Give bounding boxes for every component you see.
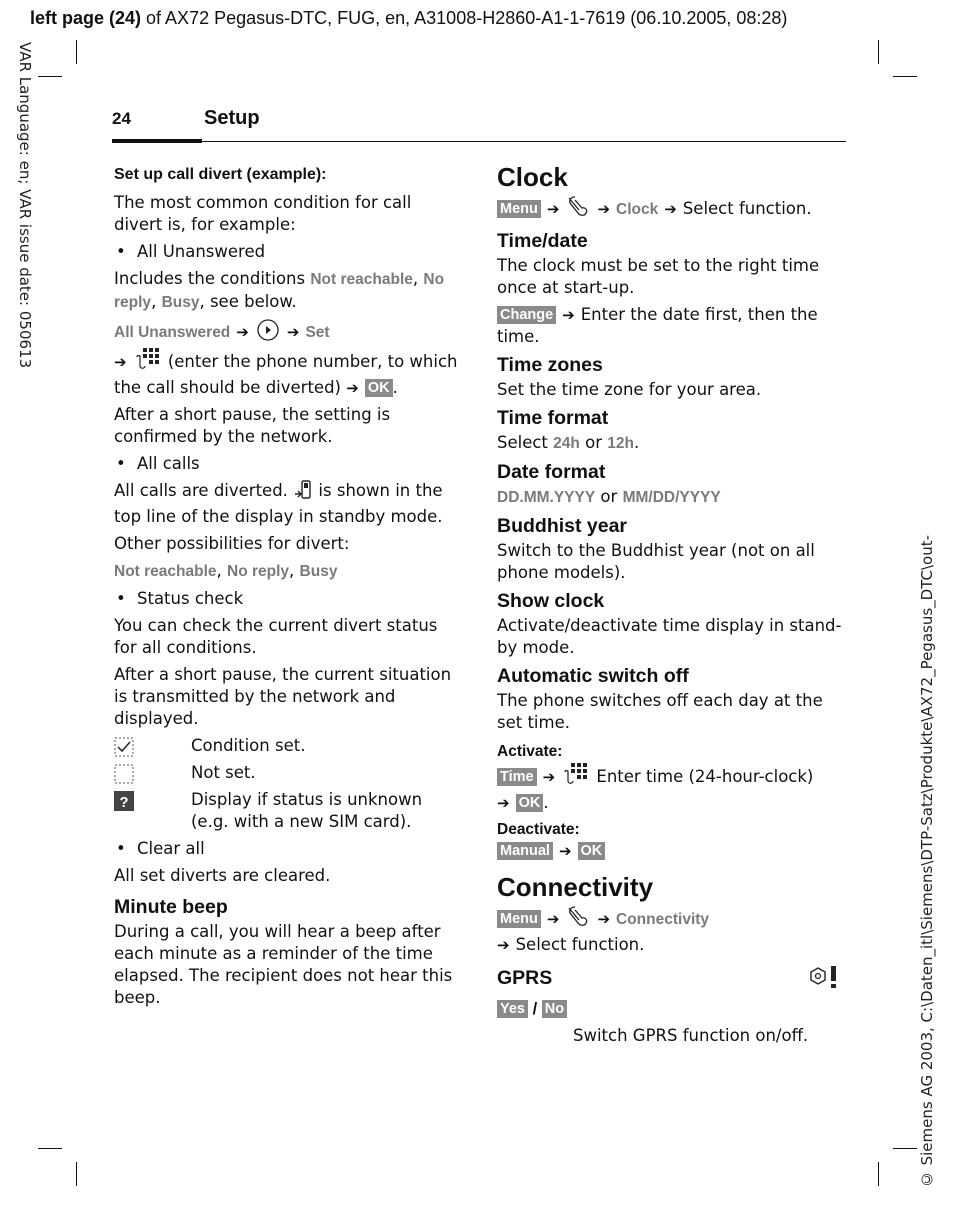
- text: ,: [216, 561, 228, 580]
- yes-softkey: Yes: [497, 1000, 528, 1018]
- change-softkey: Change: [497, 306, 556, 324]
- arrow-icon: ➔: [542, 768, 556, 786]
- deactivate-instruction: [497, 840, 847, 862]
- keyword-not-reachable: Not reachable: [310, 271, 413, 288]
- text: , see below.: [199, 292, 297, 311]
- crop-mark: [893, 1148, 917, 1149]
- text: ,: [289, 561, 300, 580]
- crop-mark: [893, 76, 917, 77]
- text: All calls are diverted.: [114, 481, 294, 500]
- divert-keywords: [114, 560, 464, 583]
- arrow-icon: ➔: [546, 910, 560, 928]
- connectivity-title: Connectivity: [497, 872, 654, 902]
- menu-softkey: Menu: [497, 910, 541, 928]
- ok-softkey: OK: [578, 842, 606, 860]
- keypad-icon: [133, 347, 163, 377]
- text: .: [543, 793, 549, 812]
- crop-mark: [76, 40, 77, 64]
- checked-box-icon: [114, 737, 134, 763]
- crop-mark: [878, 1162, 879, 1186]
- time-softkey: Time: [497, 768, 537, 786]
- keyword-not-reachable: Not reachable: [114, 563, 217, 580]
- buddhist-year-text: Switch to the Buddhist year (not on all phone models).: [497, 541, 815, 582]
- paragraph: All set diverts are cleared.: [114, 866, 331, 885]
- network-dependent-icon: [805, 964, 839, 994]
- keyword-mm-dd-yyyy: MM/DD/YYYY: [622, 489, 721, 506]
- left-column: [114, 164, 464, 1014]
- text: Select: [497, 433, 554, 452]
- settings-wrench-icon: [565, 904, 591, 934]
- document-header: [30, 8, 787, 29]
- arrow-icon: ➔: [346, 379, 359, 397]
- date-format-text: [497, 486, 847, 509]
- header-rule: [112, 141, 846, 142]
- arrow-icon: ➔: [236, 323, 249, 341]
- bullet-status-check: • Status check: [114, 588, 464, 610]
- text: .: [633, 433, 640, 452]
- side-note-language: VAR Language: en; VAR issue date: 050613: [16, 42, 34, 369]
- auto-switch-off-title: Automatic switch off: [497, 665, 689, 687]
- arrow-icon: ➔: [597, 910, 611, 928]
- crop-mark: [878, 40, 879, 64]
- status-unknown: [114, 789, 464, 833]
- manual-softkey: Manual: [497, 842, 553, 860]
- navigation-instruction: [114, 319, 464, 399]
- header-document-info: of AX72 Pegasus-DTC, FUG, en, A31008-H2860-A1-1-7619 (06.10.2005, 08:28): [141, 8, 788, 28]
- bullet-all-unanswered: • All Unanswered: [114, 241, 464, 263]
- text: Enter the date first, then the time.: [497, 305, 818, 346]
- keyword-busy: Busy: [161, 294, 200, 311]
- keyword-clock: Clock: [616, 201, 659, 218]
- deactivate-label: Deactivate:: [497, 821, 580, 838]
- text: Enter time (24-hour-clock): [596, 767, 814, 786]
- arrow-icon: ➔: [562, 306, 575, 324]
- crop-mark: [38, 1148, 62, 1149]
- ok-softkey: OK: [365, 379, 393, 397]
- show-clock-text: Activate/deactivate time display in stand-by mode.: [497, 616, 842, 657]
- time-format-title: Time format: [497, 407, 609, 429]
- gprs-heading-row: [497, 964, 847, 994]
- keyword-dd-mm-yyyy: DD.MM.YYYY: [497, 489, 596, 506]
- auto-switch-off-text: The phone switches off each day at the set time.: [497, 691, 823, 732]
- time-zones-text: Set the time zone for your area.: [497, 380, 762, 399]
- page-number: 24: [112, 109, 131, 128]
- no-softkey: No: [542, 1000, 567, 1018]
- time-zones-title: Time zones: [497, 354, 603, 376]
- gprs-text: Switch GPRS function on/off.: [573, 1026, 809, 1045]
- activate-label: Activate:: [497, 743, 563, 760]
- arrow-icon: ➔: [497, 794, 510, 812]
- text: /: [528, 1000, 542, 1018]
- time-format-text: [497, 432, 847, 455]
- side-note-copyright: © Siemens AG 2003, C:\Daten_itl\Siemens\DTP-Satz\Produkte\AX72_Pegasus_DTC\out-: [918, 534, 936, 1188]
- status-not-set: [114, 762, 464, 784]
- menu-softkey: Menu: [497, 200, 541, 218]
- status-text: Condition set.: [191, 736, 306, 755]
- text: ,: [151, 292, 162, 311]
- keyword-set: Set: [305, 324, 330, 341]
- bullet-clear-all: • Clear all: [114, 838, 464, 860]
- header-page-ref: left page (24): [30, 8, 142, 28]
- settings-wrench-icon: [565, 194, 591, 224]
- time-date-text: The clock must be set to the right time once at start-up.: [497, 256, 820, 297]
- status-text: Not set.: [191, 763, 256, 782]
- status-text: Display if status is unknown (e.g. with a new SIM card).: [191, 790, 423, 831]
- keyword-no-reply: No reply: [114, 271, 445, 311]
- clock-navigation: [497, 194, 847, 224]
- navigation-key-icon: [255, 319, 281, 347]
- paragraph: The most common condition for call divert is, for example:: [114, 193, 412, 234]
- keyword-connectivity: Connectivity: [616, 911, 710, 928]
- change-instruction: [497, 304, 847, 348]
- keyword-all-unanswered: All Unanswered: [114, 324, 231, 341]
- arrow-icon: ➔: [558, 842, 572, 860]
- arrow-icon: ➔: [286, 323, 300, 341]
- arrow-icon: ➔: [497, 936, 510, 954]
- arrow-icon: ➔: [114, 353, 127, 371]
- text: .: [392, 378, 398, 397]
- header-rule-accent: [112, 139, 202, 143]
- text: or: [595, 487, 623, 506]
- paragraph: After a short pause, the current situation is transmitted by the network and displayed.: [114, 665, 452, 728]
- keyword-no-reply: No reply: [227, 563, 290, 580]
- paragraph-all-calls: [114, 480, 464, 528]
- divert-phone-icon: [293, 480, 313, 506]
- arrow-icon: ➔: [546, 200, 560, 218]
- activate-instruction: [497, 762, 847, 814]
- gprs-options: [497, 998, 847, 1020]
- crop-mark: [76, 1162, 77, 1186]
- show-clock-title: Show clock: [497, 590, 605, 612]
- time-date-title: Time/date: [497, 230, 588, 252]
- keypad-icon: [561, 762, 591, 792]
- crop-mark: [38, 76, 62, 77]
- empty-box-icon: [114, 764, 134, 790]
- text: Select function.: [515, 935, 645, 954]
- call-divert-heading: Set up call divert (example):: [114, 166, 327, 183]
- connectivity-navigation: [497, 904, 847, 956]
- text: ,: [412, 269, 424, 288]
- text: Includes the conditions: [114, 269, 311, 288]
- arrow-icon: ➔: [597, 200, 611, 218]
- section-title: Setup: [204, 107, 260, 129]
- question-box-icon: [114, 791, 134, 817]
- keyword-12h: 12h: [607, 435, 634, 452]
- text: Select function.: [682, 199, 812, 218]
- paragraph: After a short pause, the setting is confirmed by the network.: [114, 405, 391, 446]
- keyword-busy: Busy: [299, 563, 338, 580]
- clock-title: Clock: [497, 162, 568, 192]
- right-column: [497, 162, 847, 1052]
- buddhist-year-title: Buddhist year: [497, 515, 628, 537]
- text: is shown in the top line of the display in standby mode.: [114, 481, 443, 526]
- bullet-all-calls: • All calls: [114, 453, 464, 475]
- status-condition-set: [114, 735, 464, 757]
- paragraph: You can check the current divert status for all conditions.: [114, 616, 438, 657]
- text: (enter the phone number, to which the call should be diverted): [114, 352, 458, 397]
- svg-text:?: ?: [119, 794, 129, 811]
- minute-beep-text: During a call, you will hear a beep after each minute as a reminder of the time elapsed. The recipient does not hear this beep.: [114, 922, 453, 1007]
- gprs-title: GPRS: [497, 967, 553, 989]
- keyword-24h: 24h: [553, 435, 580, 452]
- arrow-icon: ➔: [664, 200, 677, 218]
- text: or: [579, 433, 608, 452]
- ok-softkey: OK: [516, 794, 544, 812]
- paragraph: Other possibilities for divert:: [114, 534, 350, 553]
- paragraph-conditions: [114, 268, 464, 314]
- date-format-title: Date format: [497, 461, 606, 483]
- minute-beep-title: Minute beep: [114, 896, 228, 918]
